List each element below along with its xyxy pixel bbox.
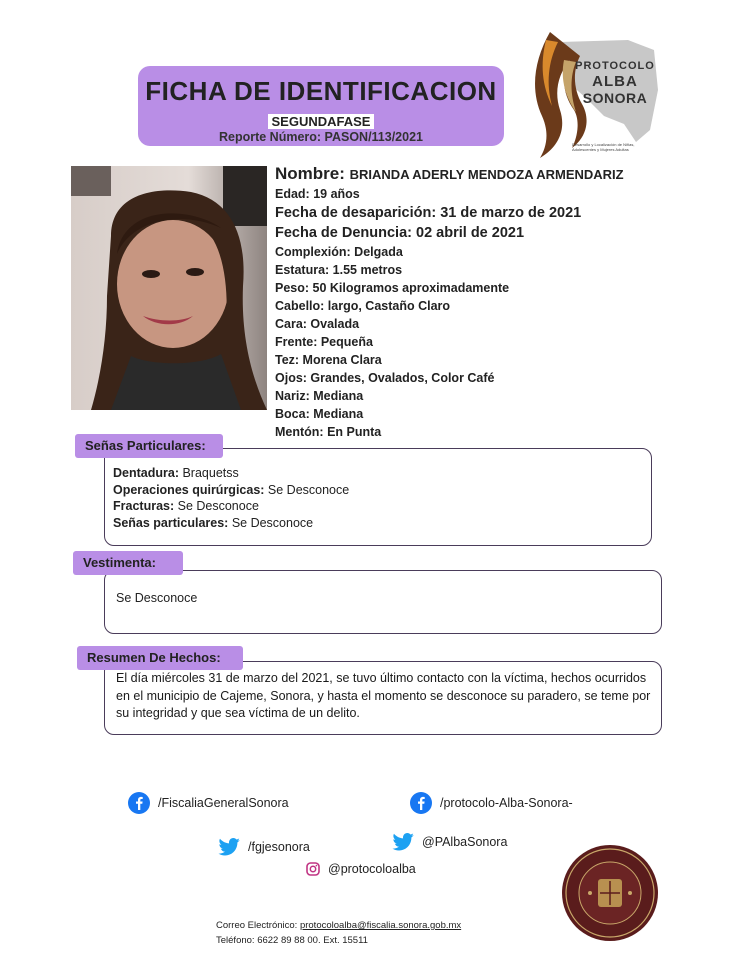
detail-forehead: Frente: Pequeña (275, 335, 373, 349)
senas-key: Dentadura: (113, 466, 179, 480)
facebook-icon (128, 792, 150, 814)
detail-nose: Nariz: Mediana (275, 389, 364, 403)
email-link[interactable]: protocoloalba@fiscalia.sonora.gob.mx (299, 920, 462, 931)
logo-caption: Desarrollo y Localización de Niñas, Adolescentes y Mujeres Adultas (572, 142, 635, 152)
senas-value: Se Desconoce (228, 515, 314, 530)
person-name (275, 163, 745, 185)
senas-value: Se Desconoce (174, 499, 259, 513)
twitter-fgjesonora-link[interactable] (218, 838, 310, 856)
instagram-text: @protocoloalba (328, 862, 416, 876)
twitter-bird-icon (218, 838, 240, 856)
contact-info (216, 918, 461, 948)
vestimenta-text: Se Desconoce (116, 591, 198, 605)
detail-hair: Cabello: largo, Castaño Claro (275, 299, 451, 313)
disappearance-date: Fecha de desaparición: 31 de marzo de 2021 (275, 205, 582, 221)
detail-chin: Mentón: En Punta (275, 425, 382, 439)
phase-subtitle (138, 114, 504, 129)
page-title: FICHA DE IDENTIFICACION (145, 76, 497, 106)
vestimenta-label: Vestimenta: (73, 551, 183, 575)
senas-value: Braquetss (178, 466, 239, 480)
detail-eyes: Ojos: Grandes, Ovalados, Color Café (275, 371, 495, 385)
name-value: BRIANDA ADERLY MENDOZA ARMENDARIZ (349, 167, 624, 182)
logo-text (560, 58, 670, 106)
facebook-fiscalia-text: /FiscaliaGeneralSonora (158, 796, 289, 810)
senas-key: Señas particulares: (113, 515, 229, 530)
fiscalia-seal-logo (560, 843, 660, 943)
facebook-protocolo-link[interactable] (410, 792, 573, 814)
twitter-palbasonora-link[interactable] (392, 833, 507, 851)
facebook-protocolo-text: /protocolo-Alba-Sonora- (440, 796, 573, 810)
senas-value: Se Desconoce (264, 482, 350, 497)
name-label: Nombre: (275, 164, 345, 183)
header-box (138, 66, 504, 146)
detail-mouth: Boca: Mediana (275, 407, 364, 421)
phase-subtitle-text: SEGUNDAFASE (268, 114, 375, 129)
senas-item (113, 498, 349, 515)
person-age: Edad: 19 años (275, 187, 360, 201)
detail-height: Estatura: 1.55 metros (275, 263, 403, 277)
resumen-label: Resumen De Hechos: (77, 646, 243, 670)
logo-line-2: ALBA (592, 73, 638, 90)
instagram-icon (306, 862, 320, 876)
phone-line: Teléfono: 6622 89 88 00. Ext. 15511 (216, 935, 368, 946)
email-line (216, 918, 461, 933)
person-info (275, 163, 745, 441)
senas-list (113, 465, 349, 531)
twitter-palbasonora-text: @PAlbaSonora (422, 835, 508, 849)
email-label: Correo Electrónico: (216, 920, 300, 931)
logo-line-3: SONORA (582, 90, 648, 106)
senas-key: Operaciones quirúrgicas: (113, 482, 265, 497)
senas-item (113, 515, 349, 532)
logo-line-1: PROTOCOLO (575, 60, 655, 72)
person-photo (71, 166, 267, 410)
detail-weight: Peso: 50 Kilogramos aproximadamente (275, 281, 510, 295)
resumen-text: El día miércoles 31 de marzo del 2021, se tuvo último contacto con la víctima, hechos ocurridos en el municipio de Cajeme, Sonora, y hasta el momento se desconoce su paradero, se teme por su integridad y que sea víctima de un delito. (116, 671, 651, 720)
report-date: Fecha de Denuncia: 02 abril de 2021 (275, 225, 525, 241)
senas-item (113, 482, 349, 499)
senas-item (113, 465, 349, 482)
detail-complexion: Complexión: Delgada (275, 245, 403, 259)
senas-key: Fracturas: (113, 499, 175, 513)
detail-skin: Tez: Morena Clara (275, 353, 382, 367)
instagram-link[interactable] (306, 862, 416, 876)
twitter-bird-icon (392, 833, 414, 851)
facebook-icon (410, 792, 432, 814)
report-number: Reporte Número: PASON/113/2021 (218, 130, 423, 144)
facebook-fiscalia-link[interactable] (128, 792, 289, 814)
detail-face: Cara: Ovalada (275, 317, 360, 331)
senas-label: Señas Particulares: (75, 434, 223, 458)
twitter-fgjesonora-text: /fgjesonora (248, 840, 310, 854)
